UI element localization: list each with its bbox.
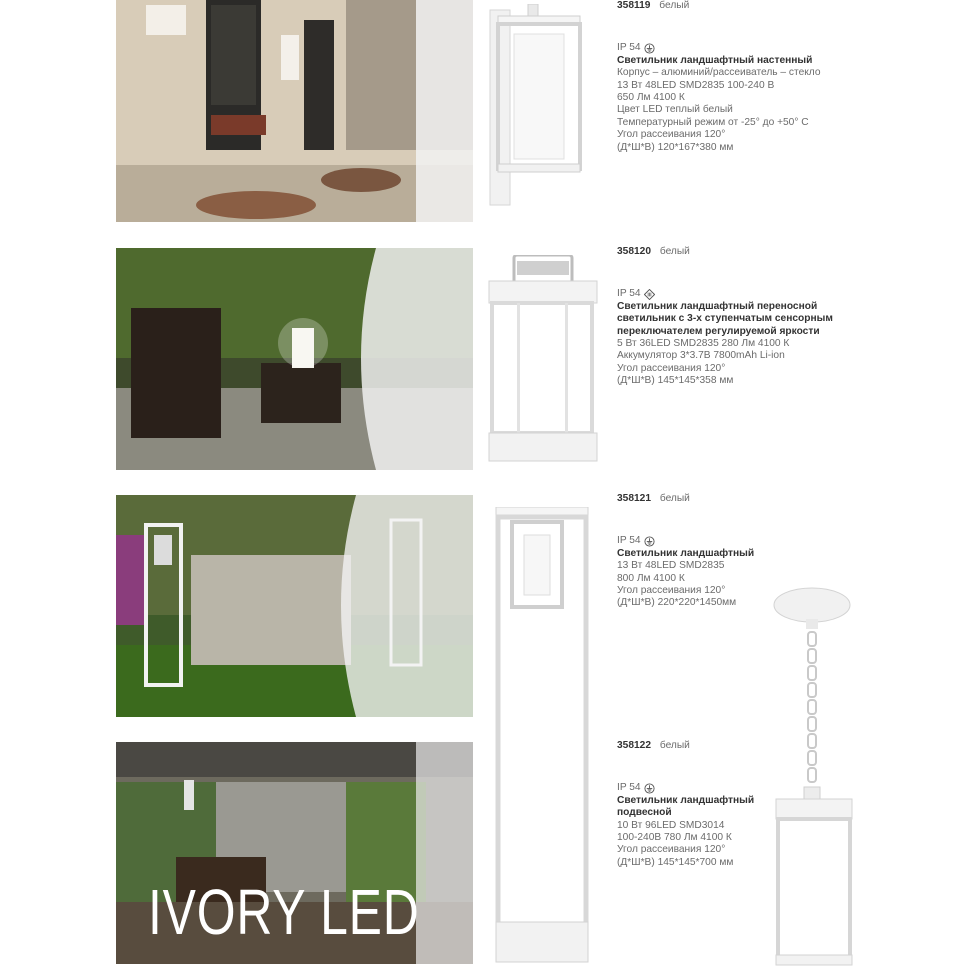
brand-title: IVORY LED	[148, 876, 420, 948]
product-info-358119	[617, 0, 957, 154]
product-name: подвесной	[617, 807, 672, 819]
class-III-icon	[644, 289, 655, 300]
spec-line: 10 Вт 96LED SMD3014	[617, 819, 725, 831]
product-info-358121	[617, 493, 957, 610]
product-color: белый	[659, 493, 690, 504]
product-image-wall-lamp	[488, 4, 583, 211]
spec-line: 100-240В 780 Лм 4100 К	[617, 832, 732, 844]
product-image-floor-lamp	[492, 507, 592, 972]
spec-line: (Д*Ш*В) 120*167*380 мм	[617, 141, 734, 153]
product-info-358120	[617, 246, 957, 388]
photo-cafe-facade	[116, 0, 473, 222]
spec-line: 650 Лм 4100 К	[617, 92, 685, 104]
product-code: 358122	[617, 740, 651, 751]
product-image-portable-lantern	[487, 255, 599, 470]
product-info-358122	[617, 740, 957, 869]
spec-line: Корпус – алюминий/рассеиватель – стекло	[617, 67, 821, 79]
product-name: переключателем регулируемой яркости	[617, 325, 820, 337]
product-name: Светильник ландшафтный настенный	[617, 54, 813, 66]
spec-line: 13 Вт 48LED SMD2835	[617, 560, 725, 572]
ground-icon	[644, 783, 655, 794]
spec-line: Цвет LED теплый белый	[617, 104, 733, 116]
product-code: 358120	[617, 246, 651, 257]
spec-line: 5 Вт 36LED SMD2835 280 Лм 4100 К	[617, 338, 790, 350]
spec-line: Аккумулятор 3*3.7В 7800mAh Li-ion	[617, 350, 785, 362]
spec-line: (Д*Ш*В) 145*145*700 мм	[617, 856, 734, 868]
ip-rating: IP 54	[617, 288, 641, 300]
photo-garden-night	[116, 248, 473, 470]
ip-rating: IP 54	[617, 535, 641, 547]
spec-line: (Д*Ш*В) 145*145*358 мм	[617, 375, 734, 387]
ip-rating: IP 54	[617, 782, 641, 794]
spec-line: Угол рассеивания 120°	[617, 129, 726, 141]
product-name: Светильник ландшафтный	[617, 547, 755, 559]
spec-line: Угол рассеивания 120°	[617, 844, 726, 856]
spec-line: Угол рассеивания 120°	[617, 585, 726, 597]
product-color: белый	[659, 740, 690, 751]
photo-garden-bench	[116, 495, 473, 717]
spec-line: 800 Лм 4100 К	[617, 572, 685, 584]
product-color: белый	[659, 246, 690, 257]
product-name: Светильник ландшафтный переносной	[617, 300, 818, 312]
spec-line: Угол рассеивания 120°	[617, 362, 726, 374]
spec-line: (Д*Ш*В) 220*220*1450мм	[617, 597, 737, 609]
product-code: 358119	[617, 0, 651, 11]
product-color: белый	[659, 0, 690, 11]
ground-icon	[644, 43, 655, 54]
ip-rating: IP 54	[617, 42, 641, 54]
product-name: Светильник ландшафтный	[617, 794, 755, 806]
spec-line: 13 Вт 48LED SMD2835 100-240 В	[617, 79, 775, 91]
product-code: 358121	[617, 493, 651, 504]
spec-line: Температурный режим от -25° до +50° С	[617, 116, 809, 128]
ground-icon	[644, 536, 655, 547]
product-name: светильник с 3-х ступенчатым сенсорным	[617, 313, 833, 325]
